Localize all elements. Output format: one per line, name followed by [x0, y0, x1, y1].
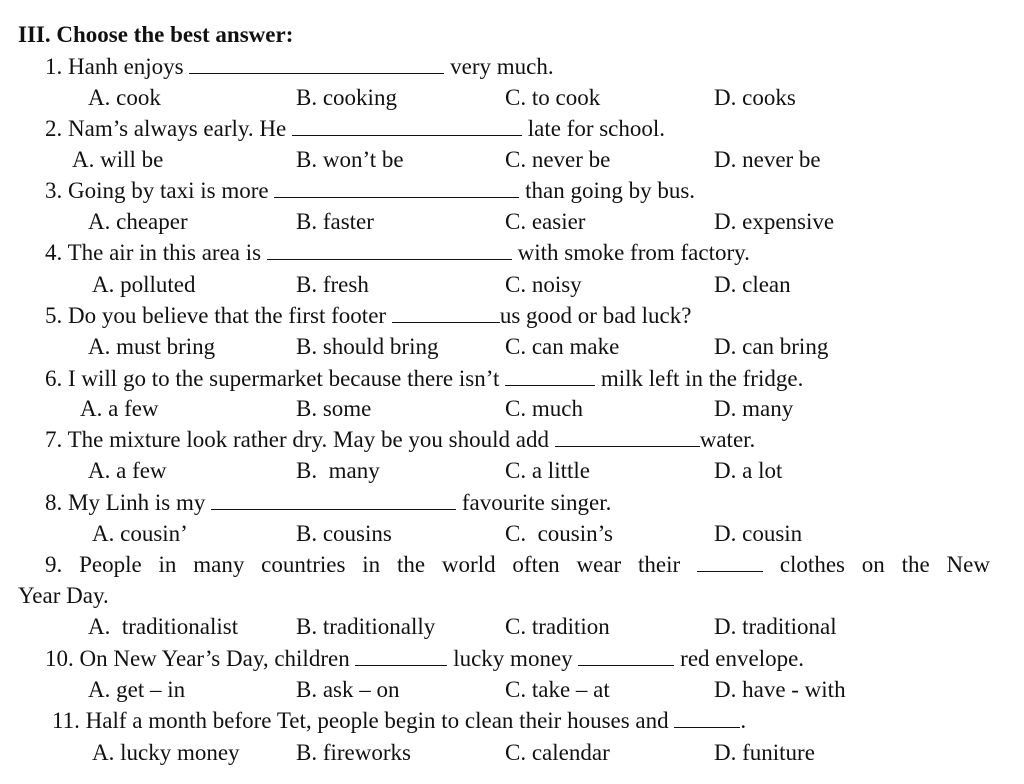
question-text: very much. [444, 54, 554, 79]
question-2 [45, 116, 665, 142]
answer-blank [697, 552, 763, 572]
question-text: than going by bus. [519, 178, 696, 203]
option-b: B. won’t be [296, 147, 404, 172]
answer-blank [505, 366, 595, 386]
question-text: with smoke from factory. [511, 240, 750, 265]
answer-blank [292, 116, 522, 136]
option-d: D. traditional [714, 614, 837, 639]
answer-blank [555, 427, 700, 447]
question-text: 6. I will go to the supermarket because there isn’t [45, 366, 506, 391]
question-9 [45, 552, 990, 578]
question-5 [45, 303, 691, 329]
option-d: D. can bring [714, 334, 829, 359]
option-a: A. will be [72, 147, 164, 172]
option-a: A. cook [88, 85, 161, 110]
answer-blank [578, 646, 674, 666]
option-b: B. many [296, 458, 380, 483]
option-d: D. a lot [714, 458, 783, 483]
question-text: 1. Hanh enjoys [45, 54, 190, 79]
option-c: C. a little [505, 458, 590, 483]
option-c: C. easier [505, 209, 586, 234]
option-a: A. must bring [88, 334, 216, 359]
question-text: lucky money [447, 646, 579, 671]
option-b: B. fireworks [296, 740, 411, 765]
question-text: 5. Do you believe that the first footer [45, 303, 392, 328]
option-a: A. a few [80, 396, 159, 421]
option-d: D. have - with [714, 677, 846, 702]
option-c: C. much [505, 396, 583, 421]
option-c: C. calendar [505, 740, 610, 765]
option-a: A. cousin’ [92, 521, 188, 546]
question-3 [45, 178, 695, 204]
option-d: D. expensive [714, 209, 835, 234]
option-c: C. tradition [505, 614, 610, 639]
option-d: D. clean [714, 272, 791, 297]
option-b: B. faster [296, 209, 374, 234]
option-c: C. cousin’s [505, 521, 613, 546]
section-title: III. Choose the best answer: [18, 22, 294, 47]
question-text: favourite singer. [456, 490, 612, 515]
question-4 [45, 240, 750, 266]
answer-blank [392, 303, 500, 323]
option-a: A. cheaper [88, 209, 188, 234]
question-text: . [740, 708, 747, 733]
question-text: red envelope. [674, 646, 805, 671]
question-text: clothes on the New [763, 552, 990, 577]
option-a: A. traditionalist [88, 614, 239, 639]
option-c: C. to cook [505, 85, 601, 110]
question-text: 2. Nam’s always early. He [45, 116, 292, 141]
question-text: 10. On New Year’s Day, children [45, 646, 356, 671]
option-d: D. cousin [714, 521, 803, 546]
answer-blank [674, 708, 740, 728]
question-text: water. [699, 427, 756, 452]
option-d: D. never be [714, 147, 821, 172]
question-9-continuation: Year Day. [18, 583, 109, 608]
question-text: late for school. [521, 116, 666, 141]
question-text: 7. The mixture look rather dry. May be you should add [45, 427, 555, 452]
option-b: B. fresh [296, 272, 369, 297]
option-b: B. ask – on [296, 677, 400, 702]
answer-blank [267, 240, 512, 260]
option-c: C. can make [505, 334, 620, 359]
question-7 [45, 427, 755, 453]
option-a: A. get – in [88, 677, 186, 702]
question-text: 4. The air in this area is [45, 240, 267, 265]
option-a: A. a few [88, 458, 167, 483]
option-d: D. many [714, 396, 794, 421]
answer-blank [355, 646, 447, 666]
option-b: B. cooking [296, 85, 397, 110]
option-b: B. traditionally [296, 614, 436, 639]
option-c: C. take – at [505, 677, 610, 702]
answer-blank [189, 54, 444, 74]
question-6 [45, 366, 803, 392]
option-b: B. some [296, 396, 372, 421]
option-a: A. lucky money [92, 740, 240, 765]
option-c: C. noisy [505, 272, 582, 297]
answer-blank [274, 178, 519, 198]
option-b: B. cousins [296, 521, 392, 546]
option-d: D. cooks [714, 85, 796, 110]
question-text: 8. My Linh is my [45, 490, 212, 515]
option-b: B. should bring [296, 334, 439, 359]
question-text: 3. Going by taxi is more [45, 178, 275, 203]
question-text: us good or bad luck? [499, 303, 692, 328]
question-text: 11. Half a month before Tet, people begin to clean their houses and [52, 708, 675, 733]
question-text: milk left in the fridge. [595, 366, 804, 391]
question-8 [45, 490, 611, 516]
option-d: D. funiture [714, 740, 815, 765]
question-text: 9. People in many countries in the world often wear their [45, 552, 697, 577]
option-a: A. polluted [92, 272, 196, 297]
question-10 [45, 646, 804, 672]
answer-blank [211, 490, 456, 510]
question-11 [52, 708, 746, 734]
option-c: C. never be [505, 147, 611, 172]
question-1 [45, 54, 554, 80]
